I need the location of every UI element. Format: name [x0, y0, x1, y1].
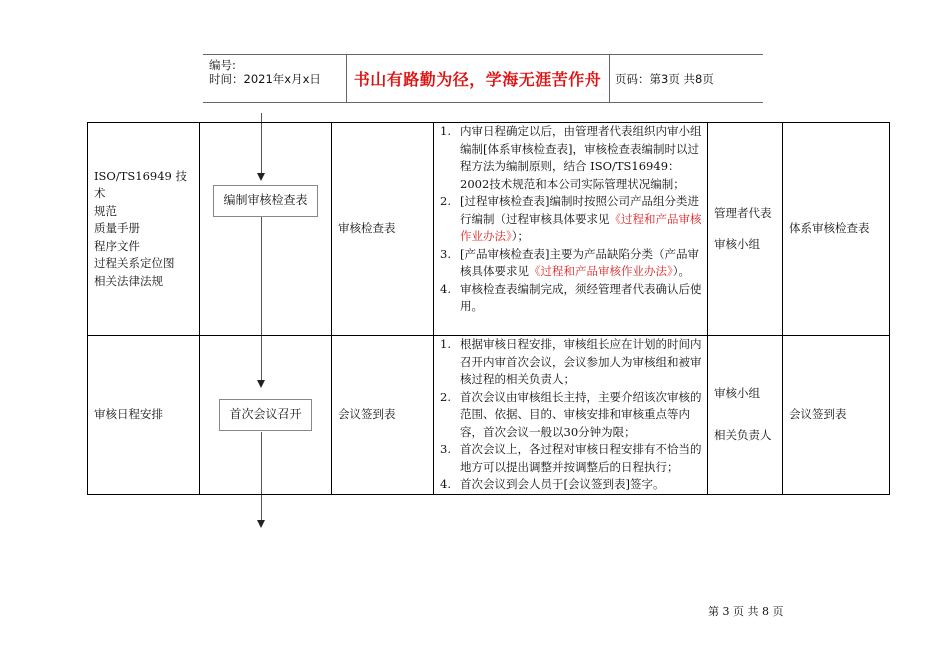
- record-cell: 审核检查表: [332, 123, 434, 336]
- step-number: 4.: [440, 281, 451, 296]
- page-header: [203, 54, 763, 103]
- step-text: 审核检查表编制完成，须经管理者代表确认后使用。: [460, 281, 702, 313]
- step-text: 内审日程确定以后，由管理者代表组织内审小组编制[体系审核检查表]，审核检查表编制时以过程方法为编制原则，结合 ISO/TS16949：2002技术规范和本公司实际管理状况编制；: [460, 124, 702, 191]
- header-page-info: 页码：第3页 共8页: [615, 71, 714, 86]
- flow-step-box: 首次会议召开: [219, 399, 311, 431]
- step-item: [434, 281, 707, 316]
- steps-list: [434, 123, 707, 316]
- process-table: [87, 122, 890, 495]
- input-line: 质量手册: [94, 221, 140, 236]
- flow-arrowhead: [257, 520, 265, 528]
- step-number: 1.: [440, 124, 451, 138]
- record-cell: 会议签到表: [332, 336, 434, 495]
- step-number: 1.: [440, 337, 451, 351]
- input-cell: [88, 336, 200, 495]
- header-motto: 书山有路勤为径，学海无涯苦作舟: [353, 70, 602, 89]
- step-text: ）。: [672, 264, 690, 278]
- output-cell: 会议签到表: [783, 336, 890, 495]
- header-divider: [609, 55, 610, 102]
- responsible-party: 相关负责人: [714, 427, 772, 442]
- step-number: 2.: [440, 389, 451, 404]
- steps-cell: [434, 336, 708, 495]
- step-item: [434, 123, 707, 193]
- time-label: 时间：2021年x月x日: [209, 72, 321, 86]
- step-text: [过程审核检查表]编制时按照公司产品组分类进行编制（过程审核具体要求见: [460, 194, 699, 226]
- flow-cell: [200, 336, 332, 495]
- table-row: [88, 123, 890, 336]
- step-text: 首次会议上，各过程对审核日程安排有不恰当的地方可以提出调整并按调整后的日程执行；: [460, 442, 702, 474]
- step-number: 3.: [440, 442, 451, 456]
- flow-step-box: 编制审核检查表: [213, 185, 317, 217]
- step-text: 根据审核日程安排，审核组长应在计划的时间内召开内审首次会议，会议参加人为审核组和被审核过程的相关负责人；: [460, 337, 702, 386]
- step-item: [434, 246, 707, 281]
- output-cell: 体系审核检查表: [783, 123, 890, 336]
- step-text: ）；: [511, 229, 529, 243]
- table-row: [88, 336, 890, 495]
- responsible-party: 审核小组: [714, 237, 760, 251]
- steps-cell: [434, 123, 708, 336]
- reference-doc-link: 《过程和产品审核作业办法》: [529, 264, 673, 278]
- input-line: 规范: [94, 203, 117, 218]
- step-item: [434, 441, 707, 476]
- responsible-cell: [708, 123, 783, 336]
- header-meta: [209, 58, 321, 86]
- reference-doc-link: 《过程和产品审核作业办法》: [460, 211, 702, 243]
- step-item: [434, 336, 707, 389]
- responsible-party: 管理者代表: [714, 205, 772, 220]
- page-footer: 第 3 页 共 8 页: [708, 605, 784, 618]
- step-text: 首次会议到会人员于[会议签到表]签字。: [460, 477, 665, 491]
- step-number: 4.: [440, 477, 451, 491]
- input-line: 过程关系定位图: [94, 256, 175, 271]
- step-text: 首次会议由审核组长主持，主要介绍该次审核的范围、依据、目的、审核安排和审核重点等内容，首次会议一般以30分钟为限；: [460, 389, 702, 439]
- steps-list: [434, 336, 707, 494]
- input-line: 程序文件: [94, 238, 140, 253]
- step-text: [产品审核检查表]主要为产品缺陷分类（产品审核具体要求见: [460, 246, 699, 278]
- step-item: [434, 476, 707, 494]
- input-line: ISO/TS16949 技 术: [94, 168, 188, 201]
- responsible-cell: [708, 336, 783, 495]
- responsible-party: 审核小组: [714, 386, 760, 401]
- input-line: 相关法律法规: [94, 273, 163, 288]
- step-number: 2.: [440, 194, 451, 208]
- input-line: 审核日程安排: [94, 407, 163, 421]
- input-cell: [88, 123, 200, 336]
- doc-number-label: 编号:: [209, 58, 236, 72]
- step-item: [434, 193, 707, 246]
- flow-cell: [200, 123, 332, 336]
- step-number: 3.: [440, 246, 451, 261]
- step-item: [434, 389, 707, 442]
